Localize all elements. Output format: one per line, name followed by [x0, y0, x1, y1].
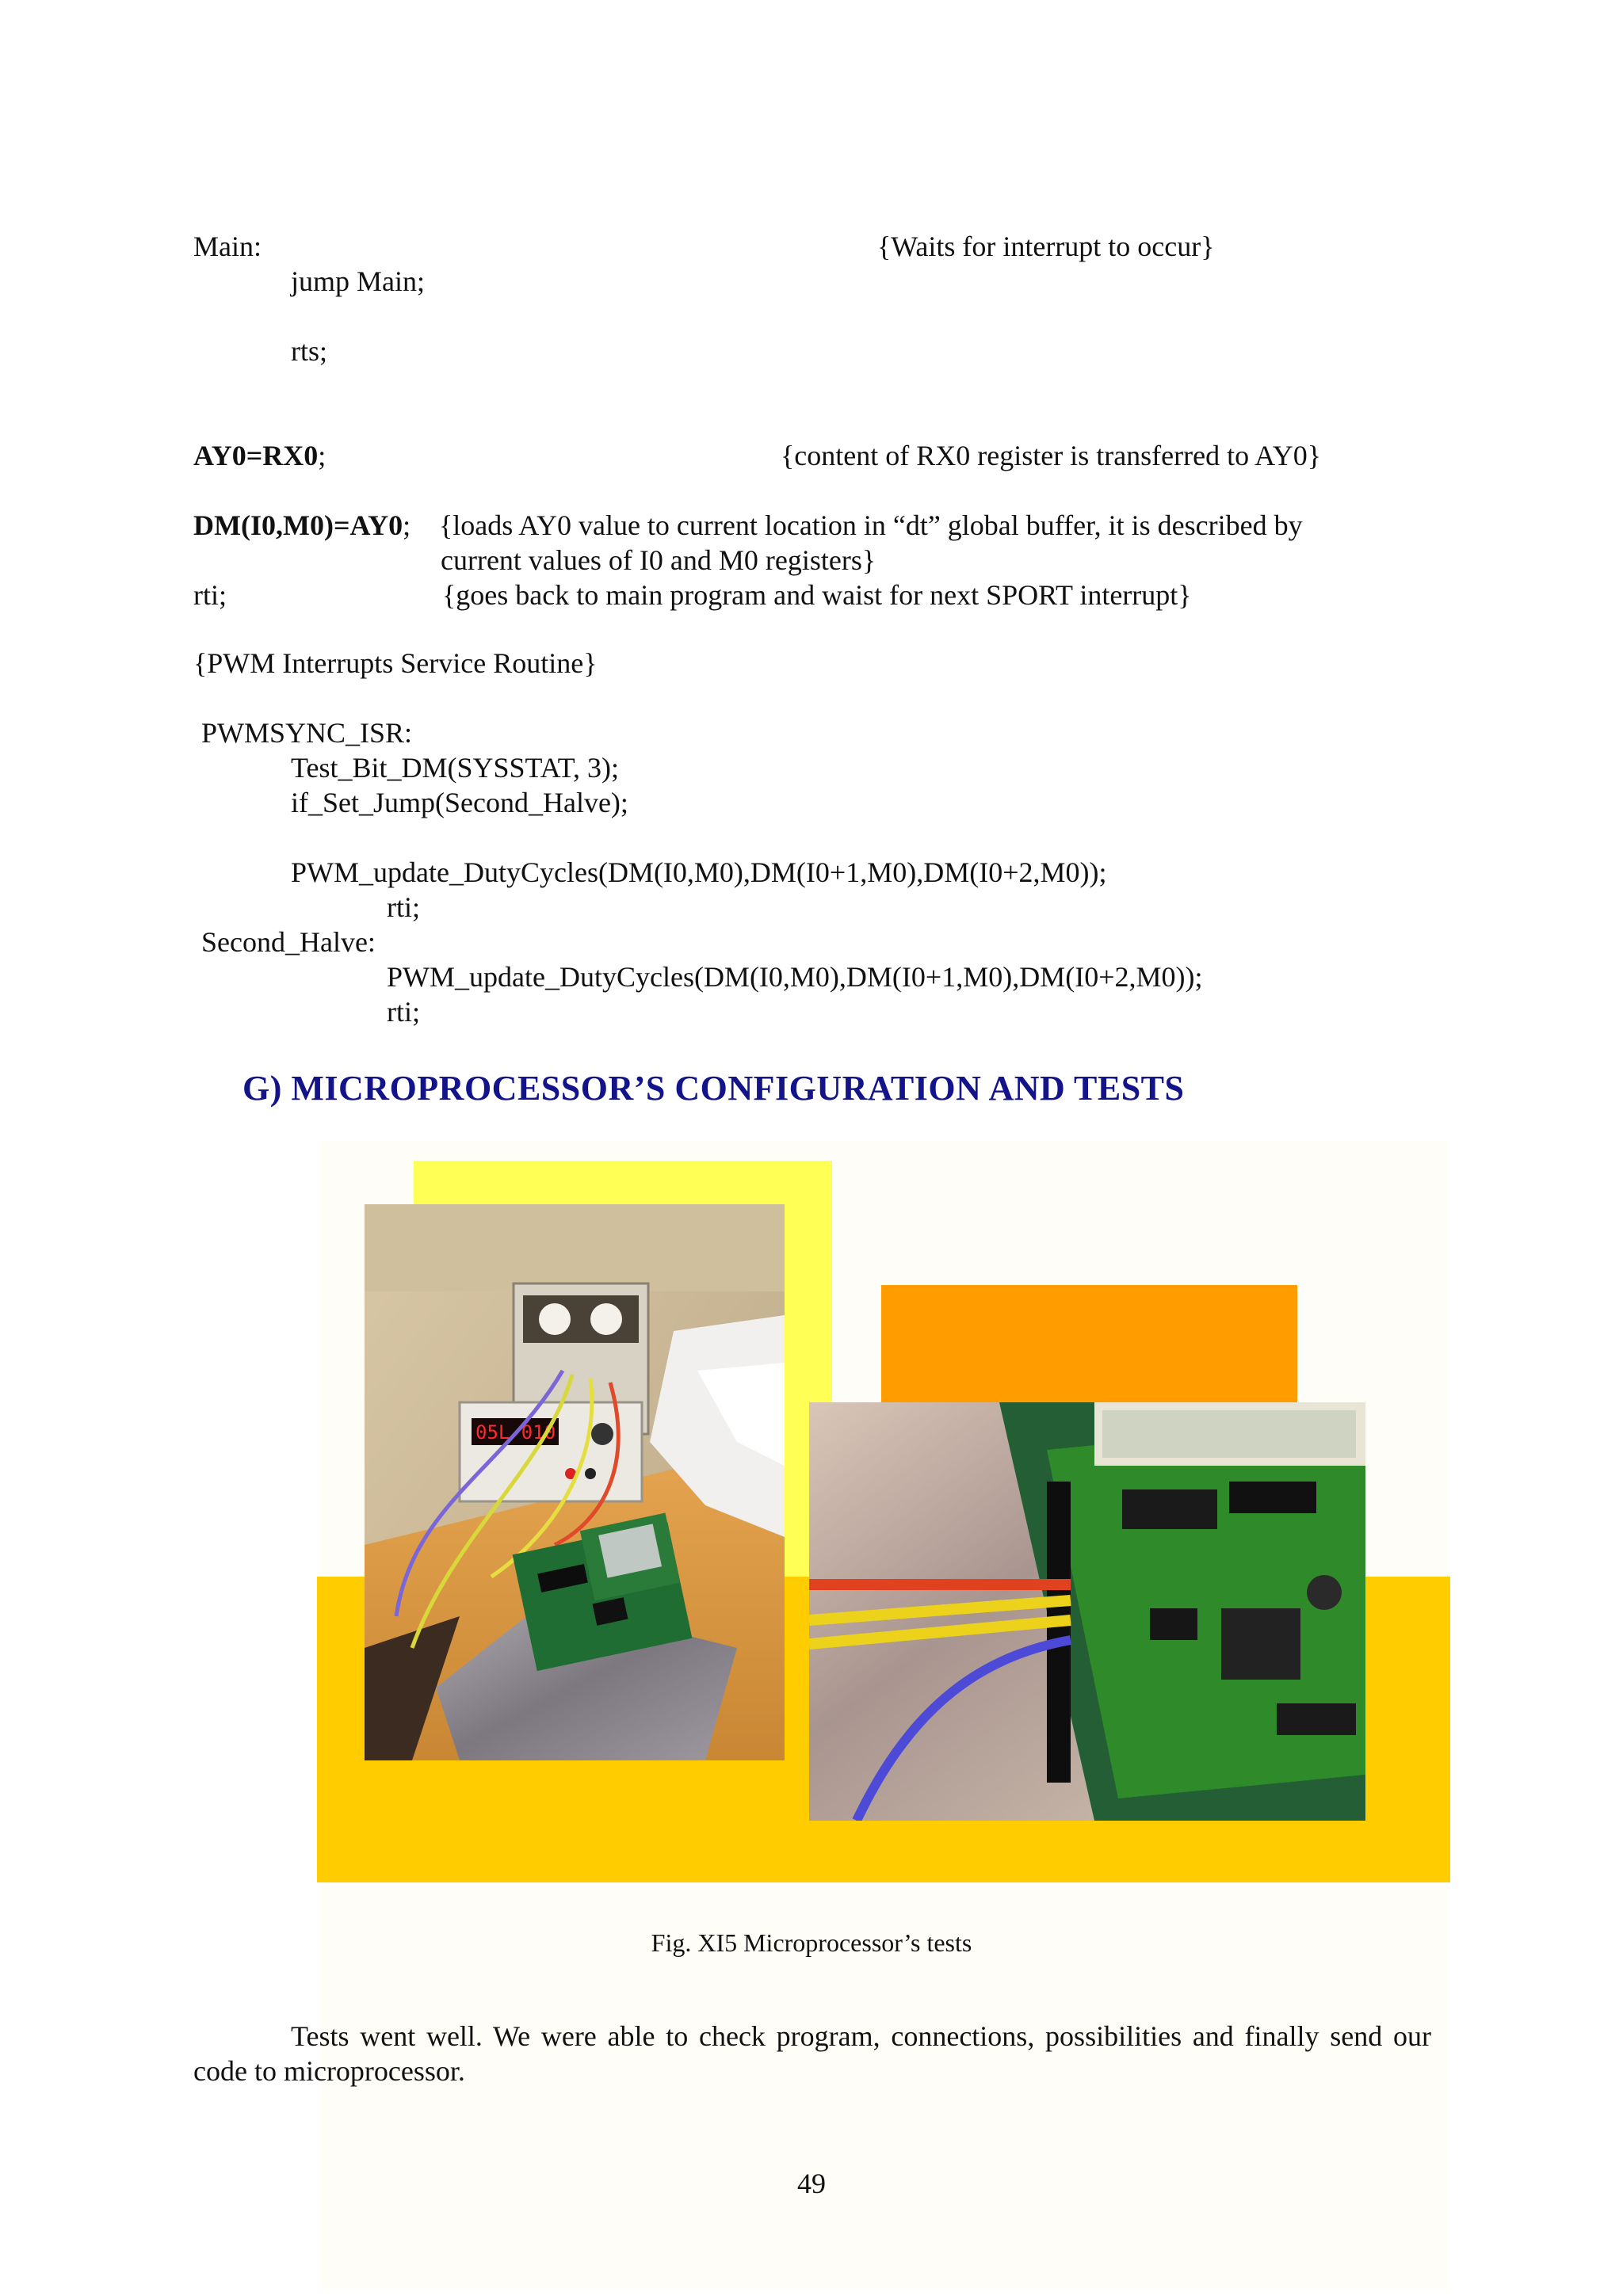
- code-second-halve-label: Second_Halve:: [201, 926, 376, 958]
- code-rti-label: rti;: [193, 579, 227, 611]
- photo-lab-bench-graphic: [365, 1204, 785, 1760]
- code-rti-2: rti;: [387, 996, 420, 1028]
- code-main-comment: {Waits for interrupt to occur}: [877, 231, 1215, 262]
- code-pwm-section-comment: {PWM Interrupts Service Routine}: [193, 647, 598, 679]
- photo-board-closeup: [809, 1402, 1365, 1821]
- photo-board-closeup-graphic: [809, 1402, 1365, 1821]
- photo-left-display: 05L 010: [475, 1421, 556, 1444]
- photo-lab-bench: [365, 1204, 785, 1760]
- code-dm-semicolon: ;: [403, 509, 411, 541]
- code-ay0-assign: AY0=RX0: [193, 440, 319, 471]
- code-dm-assign: DM(I0,M0)=AY0: [193, 509, 403, 541]
- conclusion-paragraph: Tests went well. We were able to check program, connections, possibilities and finally send our code to microprocessor.: [193, 2020, 1431, 2087]
- code-test-bit: Test_Bit_DM(SYSSTAT, 3);: [291, 752, 619, 784]
- code-dm-comment-1: {loads AY0 value to current location in “dt” global buffer, it is described by: [439, 509, 1303, 541]
- figure-caption: Fig. XI5 Microprocessor’s tests: [651, 1928, 972, 1957]
- code-rti-comment: {goes back to main program and waist for next SPORT interrupt}: [442, 579, 1192, 611]
- code-rti-1: rti;: [387, 891, 420, 923]
- code-ay0-comment: {content of RX0 register is transferred to AY0}: [781, 440, 1322, 471]
- code-if-set-jump: if_Set_Jump(Second_Halve);: [291, 787, 628, 818]
- code-rts: rts;: [291, 335, 328, 367]
- code-isr-label: PWMSYNC_ISR:: [201, 717, 413, 749]
- code-update-1: PWM_update_DutyCycles(DM(I0,M0),DM(I0+1,M0),DM(I0+2,M0));: [291, 856, 1107, 888]
- code-update-2: PWM_update_DutyCycles(DM(I0,M0),DM(I0+1,M0),DM(I0+2,M0));: [387, 961, 1203, 993]
- page-number: 49: [797, 2168, 826, 2199]
- code-ay0-line: [193, 438, 326, 473]
- code-ay0-semicolon: ;: [318, 440, 327, 471]
- code-dm-comment-2: current values of I0 and M0 registers}: [441, 544, 876, 576]
- code-dm-line: [193, 508, 411, 543]
- section-heading: G) MICROPROCESSOR’S CONFIGURATION AND TESTS: [242, 1069, 1185, 1108]
- code-jump-main: jump Main;: [291, 265, 425, 297]
- code-main-label: Main:: [193, 231, 262, 262]
